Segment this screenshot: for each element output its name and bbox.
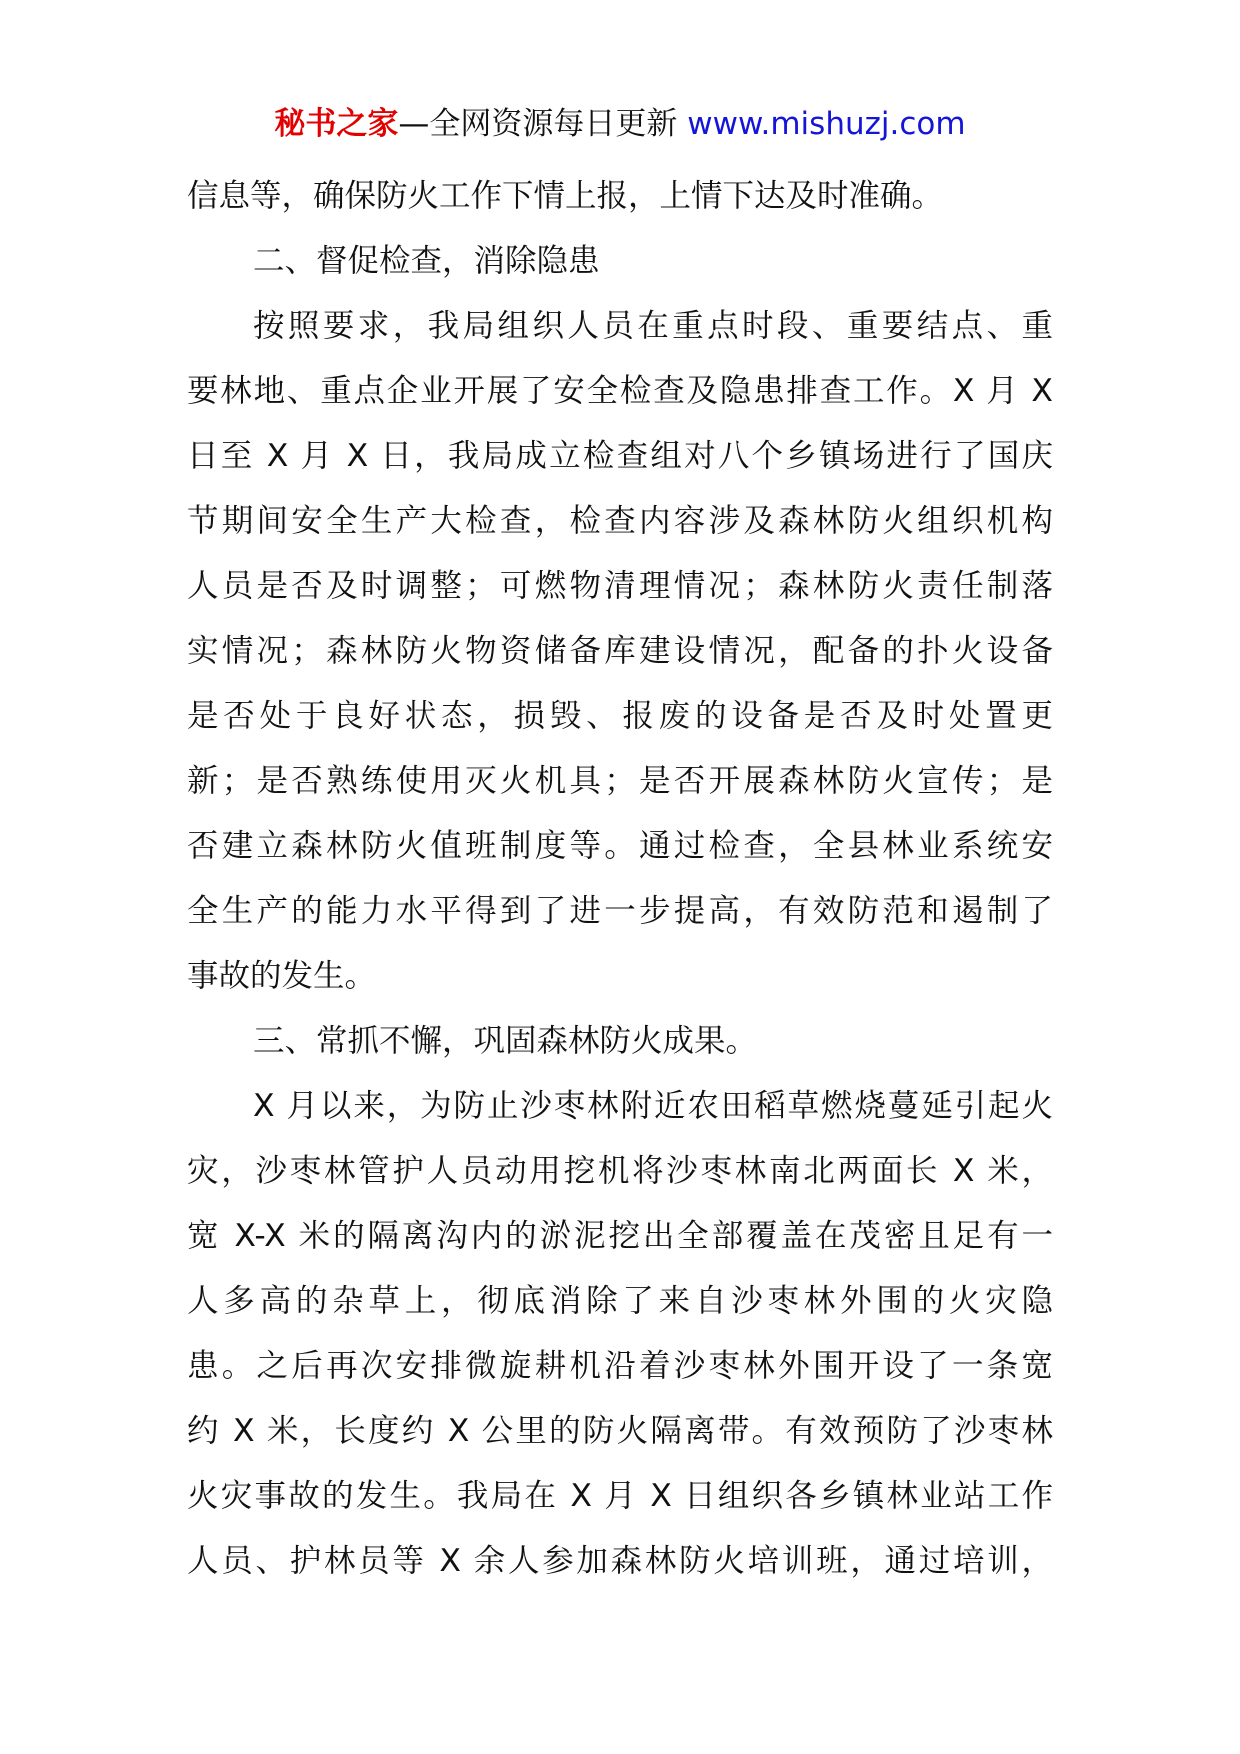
paragraph-line: 火灾事故的发生。我局在 X 月 X 日组织各乡镇林业站工作 bbox=[187, 1478, 1053, 1514]
paragraph-line: 按照要求，我局组织人员在重点时段、重要结点、重 bbox=[253, 308, 1053, 344]
paragraph-line: 宽 X-X 米的隔离沟内的淤泥挖出全部覆盖在茂密且足有一 bbox=[187, 1218, 1053, 1254]
paragraph-line: 灾，沙枣林管护人员动用挖机将沙枣林南北两面长 X 米， bbox=[187, 1153, 1053, 1189]
paragraph-line: 全生产的能力水平得到了进一步提高，有效防范和遏制了 bbox=[187, 893, 1053, 929]
paragraph-line: 实情况；森林防火物资储备库建设情况，配备的扑火设备 bbox=[187, 633, 1053, 669]
paragraph-line: 人多高的杂草上，彻底消除了来自沙枣林外围的火灾隐 bbox=[187, 1283, 1053, 1319]
paragraph-line: 日至 X 月 X 日，我局成立检查组对八个乡镇场进行了国庆 bbox=[187, 438, 1053, 474]
page-header bbox=[0, 102, 1240, 146]
paragraph-line: 信息等，确保防火工作下情上报，上情下达及时准确。 bbox=[187, 178, 944, 214]
section-heading: 二、督促检查，消除隐患 bbox=[253, 243, 600, 279]
section-heading: 三、常抓不懈，巩固森林防火成果。 bbox=[253, 1023, 758, 1059]
paragraph-line: 约 X 米，长度约 X 公里的防火隔离带。有效预防了沙枣林 bbox=[187, 1413, 1053, 1449]
paragraph-line: 要林地、重点企业开展了安全检查及隐患排查工作。X 月 X bbox=[187, 373, 1053, 409]
paragraph-line: 新；是否熟练使用灭火机具；是否开展森林防火宣传；是 bbox=[187, 763, 1053, 799]
header-slogan: —全网资源每日更新 bbox=[398, 106, 678, 142]
paragraph-line: 患。之后再次安排微旋耕机沿着沙枣林外围开设了一条宽 bbox=[187, 1348, 1053, 1384]
paragraph-line: 否建立森林防火值班制度等。通过检查，全县林业系统安 bbox=[187, 828, 1053, 864]
paragraph-line: 事故的发生。 bbox=[187, 958, 377, 994]
paragraph-line: 是否处于良好状态，损毁、报废的设备是否及时处置更 bbox=[187, 698, 1053, 734]
paragraph-line: 节期间安全生产大检查，检查内容涉及森林防火组织机构 bbox=[187, 503, 1053, 539]
document-body bbox=[187, 164, 1053, 1594]
brand-name: 秘书之家 bbox=[274, 106, 399, 142]
paragraph-line: 人员是否及时调整；可燃物清理情况；森林防火责任制落 bbox=[187, 568, 1053, 604]
paragraph-line: X 月以来，为防止沙枣林附近农田稻草燃烧蔓延引起火 bbox=[253, 1088, 1053, 1124]
website-link[interactable]: www.mishuzj.com bbox=[687, 106, 966, 142]
paragraph-line: 人员、护林员等 X 余人参加森林防火培训班，通过培训， bbox=[187, 1543, 1053, 1579]
